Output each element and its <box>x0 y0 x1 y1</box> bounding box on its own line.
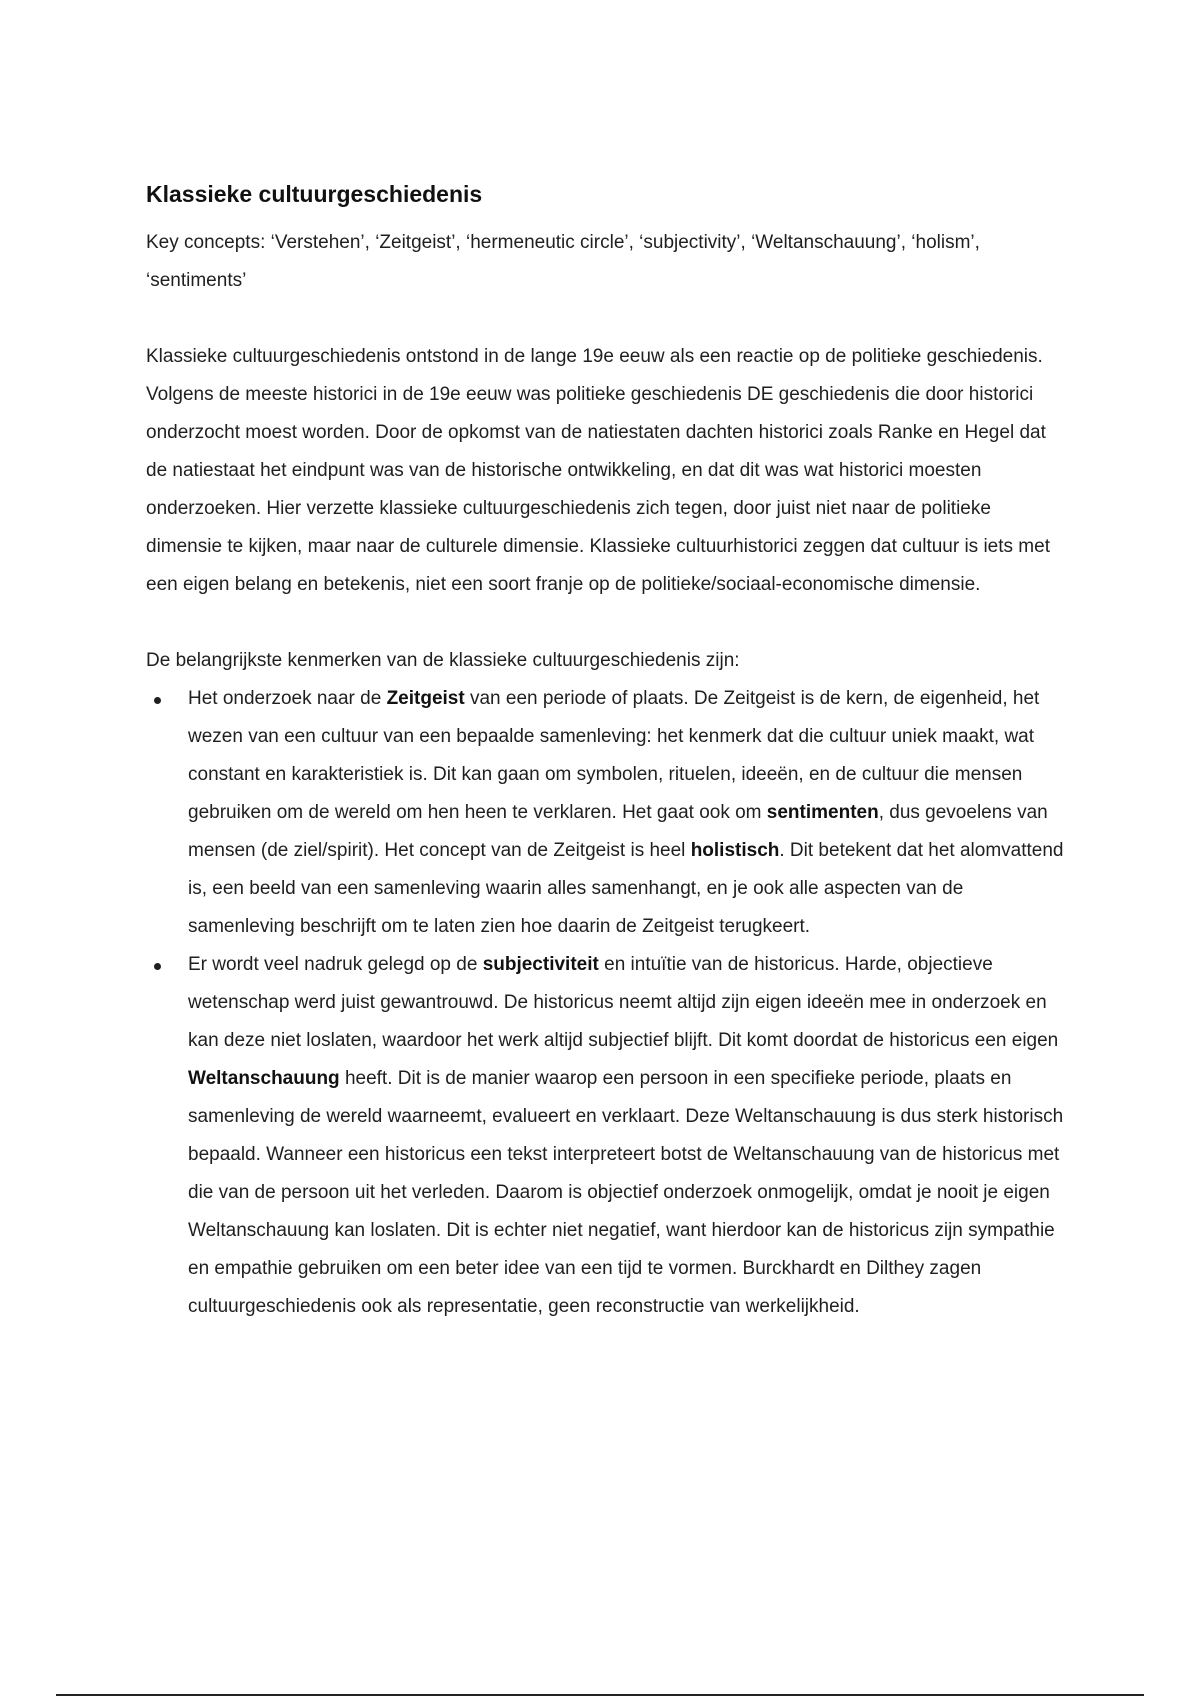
characteristics-list <box>146 680 1066 1326</box>
text-run: , dus gevoelens van mensen (de ziel/spirit). Het concept van de Zeitgeist is heel <box>188 802 1048 861</box>
text-run: Er wordt veel nadruk gelegd op de <box>188 954 483 975</box>
list-item-subjectiviteit <box>146 946 1066 1326</box>
bold-term: Weltanschauung <box>188 1068 340 1089</box>
text-run: van een periode of plaats. De Zeitgeist is de kern, de eigenheid, het wezen van een cultuur van een bepaalde samenleving: het kenmerk dat die cultuur uniek maakt, wat constant en karakteristiek is. Dit kan gaan om symbolen, rituelen, ideeën, en de cultuur die mensen gebruiken om de wereld om hen heen te verklaren. Het gaat ook om <box>188 688 1040 823</box>
list-intro: De belangrijkste kenmerken van de klassieke cultuurgeschiedenis zijn: <box>146 650 740 671</box>
key-concepts-paragraph: Key concepts: ‘Verstehen’, ‘Zeitgeist’, ‘hermeneutic circle’, ‘subjectivity’, ‘Weltanschauung’, ‘holism’, ‘sentiments’ <box>146 232 980 291</box>
text-run: en intuïtie van de historicus. Harde, objectieve wetenschap werd juist gewantrouwd. De historicus neemt altijd zijn eigen ideeën mee in onderzoek en kan deze niet loslaten, waardoor het werk altijd subjectief blijft. Dit komt doordat de historicus een eigen <box>188 954 1059 1051</box>
text-run: . Dit betekent dat het alomvattend is, een beeld van een samenleving waarin alles samenhangt, en je ook alle aspecten van de samenleving beschrijft om te laten zien hoe daarin de Zeitgeist terugkeert. <box>188 840 1064 937</box>
document-page <box>146 176 1066 1326</box>
bold-term: Zeitgeist <box>386 688 465 709</box>
bullet-icon <box>154 963 161 970</box>
bold-term: subjectiviteit <box>482 954 599 975</box>
footer-divider <box>56 1694 1144 1696</box>
bold-term: holistisch <box>690 840 780 861</box>
intro-paragraph: Klassieke cultuurgeschiedenis ontstond in de lange 19e eeuw als een reactie op de politieke geschiedenis. Volgens de meeste historici in de 19e eeuw was politieke geschiedenis DE geschiedenis die door historici onderzocht moest worden. Door de opkomst van de natiestaten dachten historici zoals Ranke en Hegel dat de natiestaat het eindpunt was van de historische ontwikkeling, en dat dit was wat historici moesten onderzoeken. Hier verzette klassieke cultuurgeschiedenis zich tegen, door juist niet naar de politieke dimensie te kijken, maar naar de culturele dimensie. Klassieke cultuurhistorici zeggen dat cultuur is iets met een eigen belang en betekenis, niet een soort franje op de politieke/sociaal-economische dimensie. <box>146 346 1050 595</box>
bold-term: sentimenten <box>766 802 879 823</box>
text-run: heeft. Dit is de manier waarop een persoon in een specifieke periode, plaats en samenleving de wereld waarneemt, evalueert en verklaart. Deze Weltanschauung is dus sterk historisch bepaald. Wanneer een historicus een tekst interpreteert botst de Weltanschauung van de historicus met die van de persoon uit het verleden. Daarom is objectief onderzoek onmogelijk, omdat je nooit je eigen Weltanschauung kan loslaten. Dit is echter niet negatief, want hierdoor kan de historicus zijn sympathie en empathie gebruiken om een beter idee van een tijd te vormen. Burckhardt en Dilthey zagen cultuurgeschiedenis ook als representatie, geen reconstructie van werkelijkheid. <box>188 1068 1064 1317</box>
document-title: Klassieke cultuurgeschiedenis <box>146 181 483 207</box>
paragraph-gap <box>146 300 1066 338</box>
bullet-icon <box>154 697 161 704</box>
list-item-zeitgeist <box>146 680 1066 946</box>
text-run: Het onderzoek naar de <box>188 688 387 709</box>
paragraph-gap <box>146 604 1066 642</box>
